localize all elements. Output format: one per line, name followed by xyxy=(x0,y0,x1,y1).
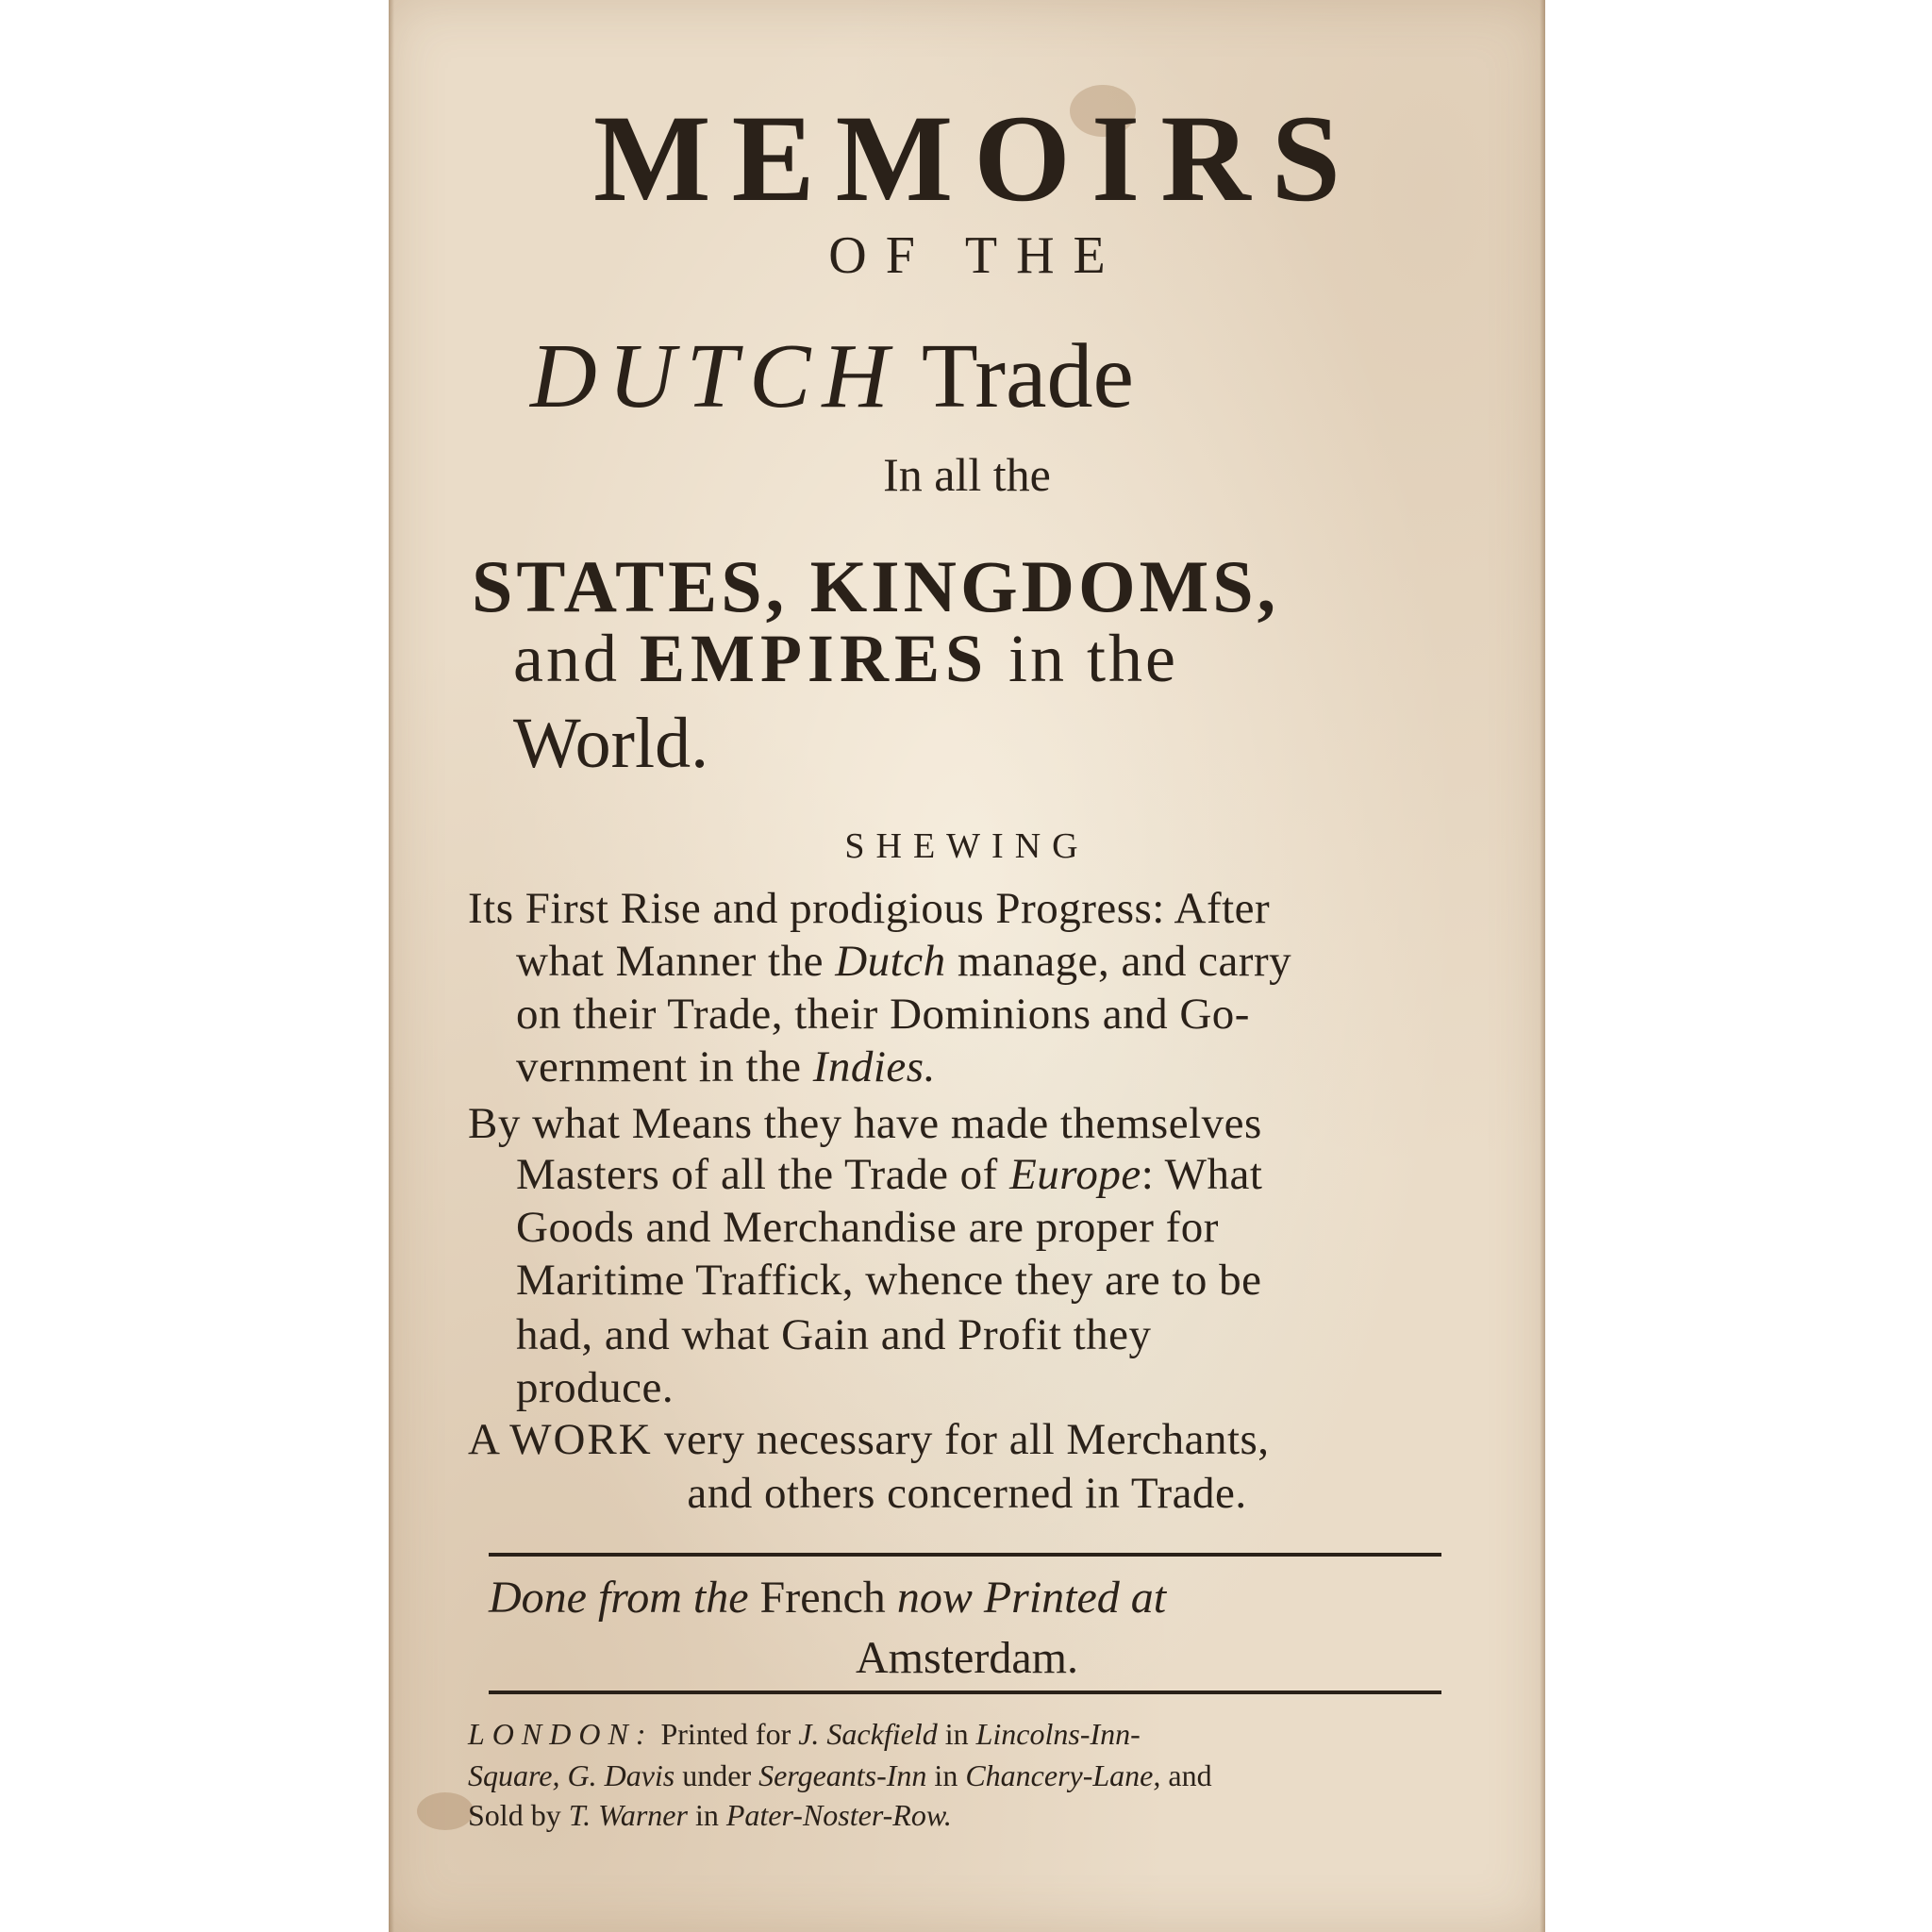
imprint-text: and xyxy=(1168,1758,1212,1792)
description-line: Maritime Traffick, whence they are to be xyxy=(516,1256,1262,1305)
imprint-text: in xyxy=(944,1717,969,1751)
description-line xyxy=(516,937,1292,986)
imprint-place: Chancery-Lane, xyxy=(965,1758,1161,1792)
imprint-line xyxy=(468,1719,1141,1749)
description-italic: Europe xyxy=(1009,1150,1141,1199)
imprint-name: T. Warner xyxy=(568,1798,688,1832)
description-text: what Manner the xyxy=(516,937,824,986)
description-line xyxy=(468,1415,1270,1464)
description-text: vernment in the xyxy=(516,1042,802,1091)
description-text: : What xyxy=(1141,1150,1263,1199)
divider-rule xyxy=(489,1553,1441,1557)
description-line: produce. xyxy=(516,1363,675,1412)
description-text: A xyxy=(468,1415,498,1464)
description-line: had, and what Gain and Profit they xyxy=(516,1310,1152,1359)
title-states-kingdoms: STATES, KINGDOMS, xyxy=(472,545,1280,627)
divider-rule xyxy=(489,1690,1441,1694)
translation-amsterdam: Amsterdam. xyxy=(856,1633,1078,1683)
title-world: World. xyxy=(513,704,709,783)
imprint-text: Printed for xyxy=(660,1717,791,1751)
description-text: manage, and carry xyxy=(957,937,1292,986)
foxing-spot xyxy=(417,1792,474,1830)
imprint-text: under xyxy=(682,1758,752,1792)
title-empires-line xyxy=(513,621,1178,696)
description-line: Goods and Merchandise are proper for xyxy=(516,1203,1219,1252)
shewing-heading: SHEWING xyxy=(844,826,1090,866)
translation-italic: Done from the xyxy=(489,1573,749,1623)
translation-note xyxy=(489,1575,1166,1621)
imprint-place: Lincolns-Inn- xyxy=(975,1717,1141,1751)
title-dutch: DUTCH xyxy=(530,325,901,427)
title-and: and xyxy=(513,621,620,696)
title-in-the: in the xyxy=(1008,621,1178,696)
description-line: By what Means they have made themselves xyxy=(468,1099,1262,1148)
description-text: Masters of all the Trade of xyxy=(516,1150,998,1199)
imprint-place: Square, xyxy=(468,1758,560,1792)
imprint-place: Sergeants-Inn xyxy=(758,1758,927,1792)
imprint-text: Sold by xyxy=(468,1798,561,1832)
title-dutch-trade xyxy=(530,325,1134,427)
imprint-line xyxy=(468,1800,952,1830)
imprint-london: LONDON: xyxy=(468,1717,654,1751)
imprint-place: Pater-Noster-Row. xyxy=(725,1798,952,1832)
title-in-all-the: In all the xyxy=(883,448,1051,501)
description-text: very necessary for all Merchants, xyxy=(663,1415,1270,1464)
title-memoirs: MEMOIRS xyxy=(593,89,1361,227)
imprint-text: in xyxy=(694,1798,719,1832)
title-empires: EMPIRES xyxy=(639,621,990,696)
title-page xyxy=(389,0,1545,1932)
description-italic: Indies. xyxy=(812,1042,936,1091)
description-line: on their Trade, their Dominions and Go- xyxy=(516,990,1250,1039)
description-line xyxy=(516,1042,936,1091)
translation-italic: now Printed at xyxy=(896,1573,1167,1623)
description-line: Its First Rise and prodigious Progress: After xyxy=(468,884,1271,933)
description-line xyxy=(516,1150,1263,1199)
description-work: WORK xyxy=(509,1415,653,1464)
translation-french: French xyxy=(759,1573,886,1623)
imprint-line xyxy=(468,1760,1212,1790)
imprint-text: in xyxy=(934,1758,958,1792)
title-trade: Trade xyxy=(921,325,1134,427)
imprint-name: G. Davis xyxy=(567,1758,675,1792)
description-line: and others concerned in Trade. xyxy=(687,1469,1247,1518)
description-italic: Dutch xyxy=(835,937,946,986)
imprint-name: J. Sackfield xyxy=(798,1717,938,1751)
title-of-the: OF THE xyxy=(828,226,1124,285)
